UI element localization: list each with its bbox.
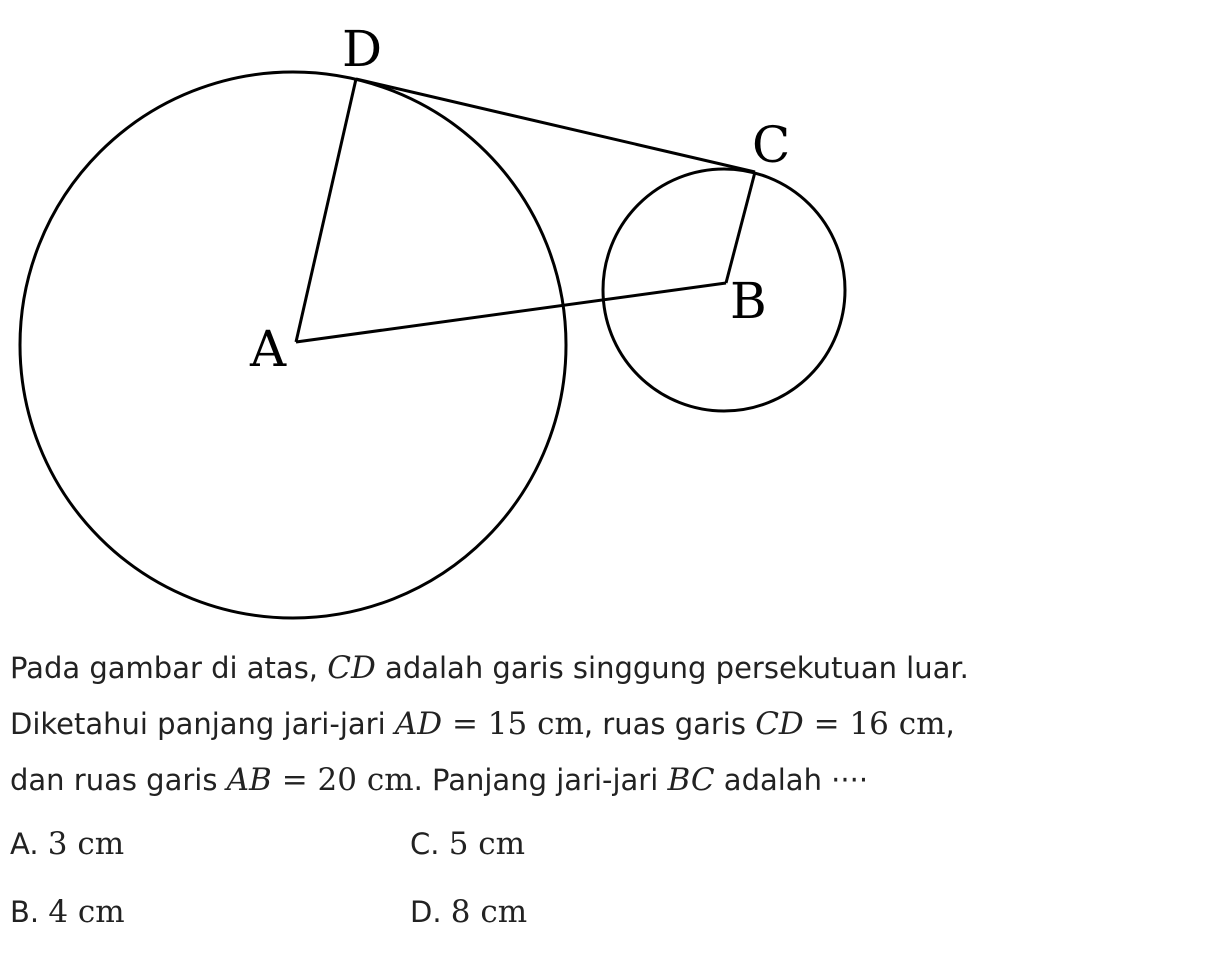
option-letter: A. [10, 827, 39, 861]
text: dan ruas garis [10, 763, 227, 797]
small-circle [603, 169, 845, 411]
label-c: C [752, 116, 791, 174]
option-c[interactable] [410, 826, 525, 862]
math-ab-value: = 20 cm [271, 762, 414, 798]
option-value: 5 cm [448, 826, 526, 862]
label-d: D [342, 20, 383, 78]
math-ab: AB [226, 762, 272, 798]
math-ad-value: = 15 cm [442, 706, 584, 742]
text: adalah ···· [714, 763, 869, 797]
label-b: B [730, 272, 767, 330]
problem-line-2 [10, 696, 1210, 752]
segment-ab [296, 283, 726, 342]
math-bc: BC [667, 762, 715, 798]
tangent-cd [356, 79, 755, 172]
text: Diketahui panjang jari-jari [10, 707, 395, 741]
problem-line-3 [10, 752, 1210, 808]
option-value: 8 cm [450, 894, 528, 930]
option-letter: C. [410, 827, 440, 861]
math-cd: CD [327, 650, 376, 686]
text: . Panjang jari-jari [413, 763, 668, 797]
math-ad: AD [394, 706, 443, 742]
math-cd-value: = 16 cm [803, 706, 946, 742]
option-b[interactable] [10, 894, 125, 930]
text: Pada gambar di atas, [10, 651, 328, 685]
large-circle [20, 72, 566, 618]
option-d[interactable] [410, 894, 527, 930]
option-a[interactable] [10, 826, 124, 862]
text: , ruas garis [583, 707, 756, 741]
label-a: A [250, 320, 287, 378]
option-letter: D. [410, 895, 442, 929]
math-cd: CD [755, 706, 804, 742]
text: adalah garis singgung persekutuan luar. [375, 651, 969, 685]
radius-ad [296, 79, 356, 342]
option-value: 4 cm [48, 894, 125, 930]
radius-bc [726, 172, 755, 283]
option-value: 3 cm [47, 826, 125, 862]
problem-line-1 [10, 640, 1210, 696]
text: , [945, 707, 955, 741]
problem-text [10, 640, 1210, 808]
option-letter: B. [10, 895, 40, 929]
